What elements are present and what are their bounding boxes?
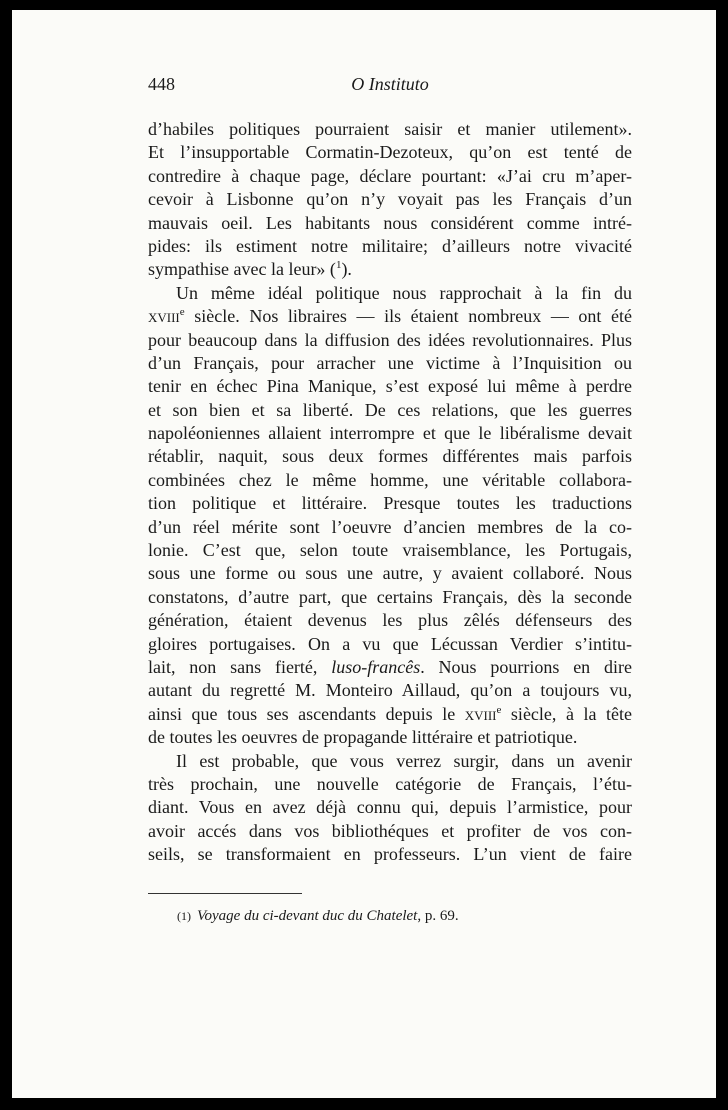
ordinal-suffix: e (496, 703, 502, 716)
footnote-mark: (1) (177, 909, 191, 923)
text-line: diant. Vous en avez déjà connu qui, depuis l’armistice, pour (148, 797, 632, 818)
text-line (148, 305, 632, 328)
text-run: siècle, à la tête (501, 703, 632, 724)
text-run: siècle. Nos libraires — ils étaient nombreux — ont été (184, 306, 632, 327)
text-run: lait, non sans fierté, (148, 656, 332, 677)
text-line: d’un Français, pour arracher une victime à l’Inquisition ou (148, 352, 632, 373)
text-line: autant du regretté M. Monteiro Aillaud, qu’on a toujours vu, (148, 680, 632, 701)
footnote-reference: 1 (335, 259, 342, 272)
text-line: Un même idéal politique nous rapprochait à la fin du (176, 282, 632, 303)
text-line (148, 258, 632, 281)
footnote-text: , p. 69. (417, 908, 459, 924)
text-line: d’habiles politiques pourraient saisir et manier utilement». (148, 119, 632, 139)
text-line: tion politique et littéraire. Presque toutes les traductions (148, 493, 632, 514)
text-line: pides: ils estiment notre militaire; d’ailleurs notre vivacité (148, 235, 632, 256)
text-line: cevoir à Lisbonne qu’on n’y voyait pas les Français d’un (148, 189, 632, 210)
text-line: tenir en échec Pina Manique, s’est exposé lui même à perdre (148, 376, 632, 397)
ordinal-suffix: e (179, 306, 185, 319)
text-run: . Nous pourrions en dire (420, 656, 632, 677)
text-line: gloires portugaises. On a vu que Lécussan Verdier s’intitu- (148, 633, 632, 654)
text-run: sympathise avec la leur» ( (148, 259, 336, 280)
text-line: sous une forme ou sous une autre, y avaient collaboré. Nous (148, 563, 632, 584)
text-line: constatons, d’autre part, que certains Français, dès la seconde (148, 586, 632, 607)
body-text (148, 118, 632, 867)
text-line (148, 703, 632, 726)
text-run: ainsi que tous ses ascendants depuis le (148, 703, 465, 724)
text-line: Et l’insupportable Cormatin-Dezoteux, qu’on est tenté de (148, 142, 632, 163)
century-numeral: xviii (148, 306, 180, 327)
text-line: napoléoniennes allaient interrompre et que le libéralisme devait (148, 423, 632, 444)
text-line (148, 656, 632, 679)
text-line: et son bien et sa liberté. De ces relations, que les guerres (148, 399, 632, 420)
text-line: seils, se transformaient en professeurs. L’un vient de faire (148, 844, 632, 865)
century-numeral: xviii (464, 703, 497, 724)
text-run: ). (341, 259, 352, 280)
text-line: d’un réel mérite sont l’oeuvre d’ancien membres de la co- (148, 516, 632, 537)
text-line: pour beaucoup dans la diffusion des idées revolutionnaires. Plus (148, 329, 632, 350)
footnote-divider (148, 893, 302, 894)
text-line: contredire à chaque page, déclare pourtant: «J’ai cru m’aper- (148, 165, 632, 186)
text-line: très prochain, une nouvelle catégorie de Français, l’étu- (148, 773, 632, 794)
italic-term: luso-francês (331, 656, 421, 677)
footnote (177, 908, 617, 925)
text-line: lonie. C’est que, selon toute vraisemblance, les Portugais, (148, 540, 632, 561)
page-number: 448 (148, 74, 175, 94)
page-header (148, 74, 632, 98)
text-line: Il est probable, que vous verrez surgir, dans un avenir (176, 750, 632, 771)
text-line: génération, étaient devenus les plus zêlés défenseurs des (148, 610, 632, 631)
text-line: mauvais oeil. Les habitants nous considérent comme intré- (148, 212, 632, 233)
text-line: rétablir, naquit, sous deux formes différentes mais parfois (148, 446, 632, 467)
running-title: O Instituto (351, 74, 429, 94)
text-line: combinées chez le même homme, une véritable collabora- (148, 469, 632, 490)
text-line: avoir accés dans vos bibliothéques et profiter de vos con- (148, 820, 632, 841)
book-page (12, 10, 716, 1098)
footnote-title: Voyage du ci-devant duc du Chatelet (197, 908, 418, 924)
text-line: de toutes les oeuvres de propagande littéraire et patriotique. (148, 727, 578, 748)
